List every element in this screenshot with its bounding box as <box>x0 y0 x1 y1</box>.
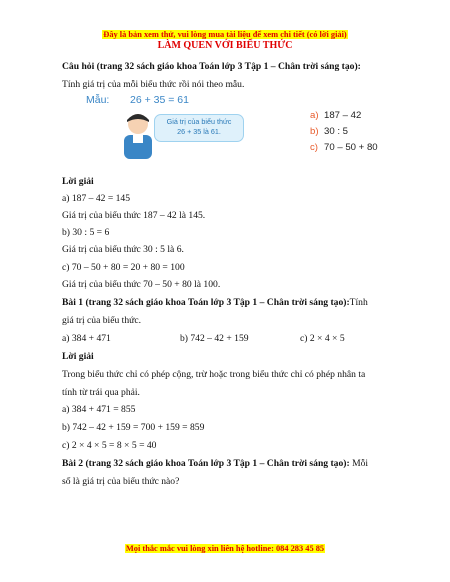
question-header: Câu hỏi (trang 32 sách giáo khoa Toán lớp 3 Tập 1 – Chân trời sáng tạo): <box>62 61 361 72</box>
example-expression: 26 + 35 = 61 <box>130 94 189 106</box>
exercise-1-text-cont: giá trị của biểu thức. <box>62 315 141 326</box>
student-icon <box>118 110 158 162</box>
preview-notice: Đây là bản xem thử, vui lòng mua tài liệu để xem chi tiết (có lời giải) <box>103 30 347 39</box>
option-c: c) 70 – 50 + 80 <box>310 142 378 153</box>
solution-line: b) 742 – 42 + 159 = 700 + 159 = 859 <box>62 422 205 433</box>
solution-line: a) 384 + 471 = 855 <box>62 404 136 415</box>
page-title: LÀM QUEN VỚI BIỂU THỨC <box>157 40 293 51</box>
option-a: a) 187 – 42 <box>310 110 362 121</box>
exercise-2-header: Bài 2 (trang 32 sách giáo khoa Toán lớp 3 Tập 1 – Chân trời sáng tạo): <box>62 458 350 469</box>
example-illustration <box>80 92 400 164</box>
exercise-2-text: Mỗi <box>352 458 369 469</box>
footer-hotline: Mọi thắc mắc vui lòng xin liên hệ hotline: 084 283 45 85 <box>125 544 325 553</box>
exercise-1-text: Tính <box>349 297 368 308</box>
solution-line: Giá trị của biểu thức 187 – 42 là 145. <box>62 210 206 221</box>
solution-line: c) 2 × 4 × 5 = 8 × 5 = 40 <box>62 440 157 451</box>
option-b: b) 30 : 5 <box>310 126 349 137</box>
exercise-1-item: b) 742 – 42 + 159 <box>180 333 249 344</box>
solution-line: tính từ trái qua phải. <box>62 387 140 398</box>
solution-heading: Lời giải <box>62 176 94 187</box>
speech-bubble: Giá trị của biểu thức 26 + 35 là 61. <box>154 114 244 142</box>
solution-line: Giá trị của biểu thức 30 : 5 là 6. <box>62 244 184 255</box>
exercise-1-header-line <box>62 297 368 309</box>
exercise-2-header-line <box>62 458 368 470</box>
exercise-2-text-cont: số là giá trị của biểu thức nào? <box>62 476 180 487</box>
example-label: Mẫu: <box>86 94 110 106</box>
question-text: Tính giá trị của mỗi biểu thức rồi nói theo mẫu. <box>62 79 245 90</box>
exercise-1-header: Bài 1 (trang 32 sách giáo khoa Toán lớp 3 Tập 1 – Chân trời sáng tạo): <box>62 297 350 308</box>
solution-heading: Lời giải <box>62 351 94 362</box>
solution-line: Giá trị của biểu thức 70 – 50 + 80 là 100. <box>62 279 221 290</box>
exercise-1-item: c) 2 × 4 × 5 <box>300 333 345 344</box>
solution-line: Trong biểu thức chỉ có phép cộng, trừ hoặc trong biểu thức chỉ có phép nhân ta <box>62 369 366 380</box>
solution-line: b) 30 : 5 = 6 <box>62 227 110 238</box>
solution-line: c) 70 – 50 + 80 = 20 + 80 = 100 <box>62 262 185 273</box>
solution-line: a) 187 – 42 = 145 <box>62 193 131 204</box>
exercise-1-item: a) 384 + 471 <box>62 333 111 344</box>
